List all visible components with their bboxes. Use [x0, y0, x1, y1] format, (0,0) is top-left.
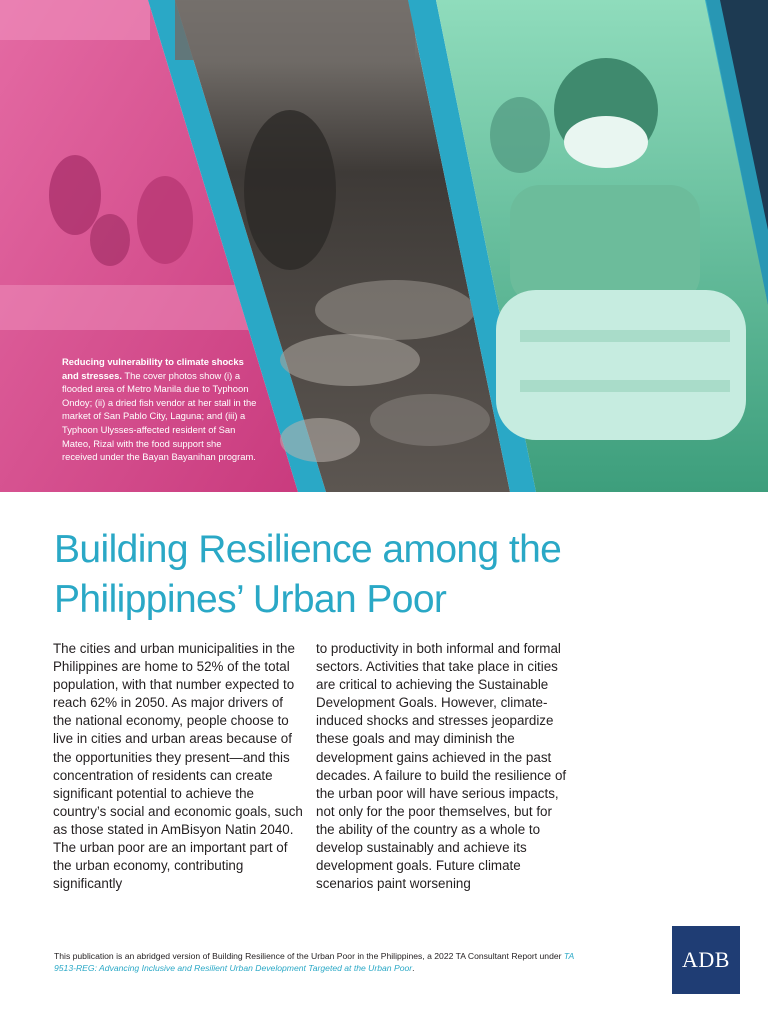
publication-note-end: . [412, 963, 415, 974]
paragraph-2: to productivity in both informal and formal sectors. Activities that take place in cities are critical to achieving the Sustainable Development Goals. However, climate-induced shocks and stresses jeopardize these goals and may diminish the development gains achieved in the past decades. A failure to build the resilience of the urban poor will have serious impacts, not only for the poor themselves, but for the ability of the country as a whole to develop sustainably and achieve its development goals. Future climate scenarios paint worsening [316, 641, 567, 892]
publication-note [54, 950, 574, 975]
caption-text: The cover photos show (i) a flooded area of Metro Manila due to Typhoon Ondoy; (ii) a dried fish vendor at her stall in the market of San Pablo City, Laguna; and (iii) a Typhoon Ulysses-affected resident of San Mateo, Rizal with the food support she received under the Bayan Bayanihan program. [62, 369, 257, 463]
body-column-1 [53, 640, 303, 893]
adb-logo [672, 926, 740, 994]
adb-logo-text: ADB [682, 947, 730, 972]
body-column-2 [316, 640, 568, 893]
ta-project-link[interactable]: TA 9513-REG: Advancing Inclusive and Resilient Urban Development Targeted at the Urban Poor [54, 951, 574, 974]
cover-photo-collage [0, 0, 768, 492]
cover-photo-caption [62, 355, 258, 464]
paragraph-1: The cities and urban municipalities in the Philippines are home to 52% of the total population, with that number expected to reach 62% in 2050. As major drivers of the national economy, people choose to live in cities and urban areas because of the opportunities they present—and this concentration of residents can create significant potential to achieve the country’s social and economic goals, such as those stated in AmBisyon Natin 2040. The urban poor are an important part of the urban economy, contributing significantly [53, 641, 303, 892]
caption-heading: Reducing vulnerability to climate shocks and stresses. [62, 356, 244, 381]
publication-note-text: This publication is an abridged version of Building Resilience of the Urban Poor in the Philippines, a 2022 TA Consultant Report under [54, 951, 564, 961]
page-title: Building Resilience among the Philippines’ Urban Poor [54, 528, 562, 621]
